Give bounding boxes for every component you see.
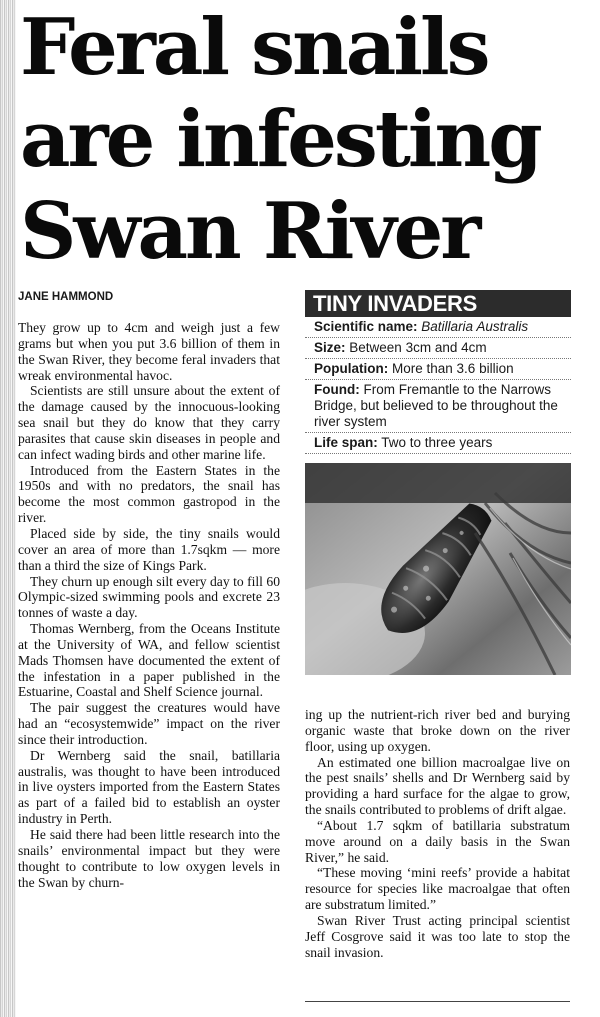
fact-label: Size:	[314, 340, 346, 355]
headline-line-3: Swan River	[20, 186, 479, 277]
snail-photo-image	[305, 463, 571, 675]
paragraph: Dr Wernberg said the snail, batillaria australis, was thought to have been introduced in live oysters imported from the Eastern States as part of a failed bid to establish an oyster industry in Perth.	[18, 747, 280, 827]
paragraph: Scientists are still unsure about the extent of the damage caused by the innocuous-looking sea snail but they do know that they carry parasites that cause skin diseases in people and can infect wading birds and other marine life.	[18, 383, 280, 462]
fact-scientific-name	[305, 317, 571, 338]
paragraph: An estimated one billion macroalgae live on the pest snails’ shells and Dr Wernberg said by providing a hard surface for the algae to grow, the snails contributed to problems of drift algae.	[305, 754, 570, 818]
headline	[20, 2, 595, 278]
paragraph: “These moving ‘mini reefs’ provide a habitat resource for species like macroalgae that often are substratum limited.”	[305, 865, 570, 913]
article-column-left	[18, 320, 280, 890]
headline-line-1: Feral snails	[20, 2, 488, 93]
snail-photo	[305, 463, 571, 675]
fact-box	[305, 290, 571, 454]
fact-found	[305, 380, 571, 433]
fact-label: Life span:	[314, 435, 378, 450]
fact-box-title: TINY INVADERS	[305, 290, 571, 317]
byline: JANE HAMMOND	[18, 291, 114, 303]
fact-label: Scientific name:	[314, 319, 418, 334]
paragraph: Thomas Wernberg, from the Oceans Institute at the University of WA, and fellow scientist Mads Thomsen have documented the extent of the infestation in a paper published in the Estuarine, Coastal and Shelf Science journal.	[18, 621, 280, 700]
paragraph: Introduced from the Eastern States in the 1950s and with no predators, the snail has become the most common gastropod in the river.	[18, 462, 280, 526]
end-rule-divider	[305, 1001, 570, 1002]
paragraph: They grow up to 4cm and weigh just a few grams but when you put 3.6 billion of them in the Swan River, they become feral invaders that wreak environmental havoc.	[18, 320, 280, 383]
paragraph: “About 1.7 sqkm of batillaria substratum move around on a daily basis in the Swan River,” he said.	[305, 817, 570, 865]
fact-label: Population:	[314, 361, 389, 376]
fact-population	[305, 359, 571, 380]
fact-life-span	[305, 433, 571, 454]
fact-value: Batillaria Australis	[421, 319, 529, 334]
fact-label: Found:	[314, 382, 360, 397]
paragraph: Swan River Trust acting principal scientist Jeff Cosgrove said it was too late to stop the snail invasion.	[305, 912, 570, 960]
paragraph: Placed side by side, the tiny snails would cover an area of more than 1.7sqkm — more than a third the size of Kings Park.	[18, 525, 280, 573]
paragraph: They churn up enough silt every day to fill 60 Olympic-sized swimming pools and excrete 23 tonnes of waste a day.	[18, 573, 280, 621]
paragraph: He said there had been little research into the snails’ environmental impact but they were thought to contribute to low oxygen levels in the Swan by churn-	[18, 827, 280, 890]
paragraph: The pair suggest the creatures would have had an “ecosystemwide” impact on the river since their introduction.	[18, 700, 280, 747]
fact-value: More than 3.6 billion	[392, 361, 514, 376]
fact-value: Two to three years	[381, 435, 493, 450]
headline-line-2: are infesting	[20, 94, 540, 185]
fact-size	[305, 338, 571, 359]
scan-edge-shadow	[0, 0, 16, 1017]
fact-value: Between 3cm and 4cm	[349, 340, 487, 355]
paragraph: ing up the nutrient-rich river bed and burying organic waste that broke down on the river floor, using up oxygen.	[305, 707, 570, 754]
fact-value: From Fremantle to the Narrows Bridge, but believed to be throughout the river system	[314, 382, 558, 429]
article-column-right	[305, 707, 570, 961]
